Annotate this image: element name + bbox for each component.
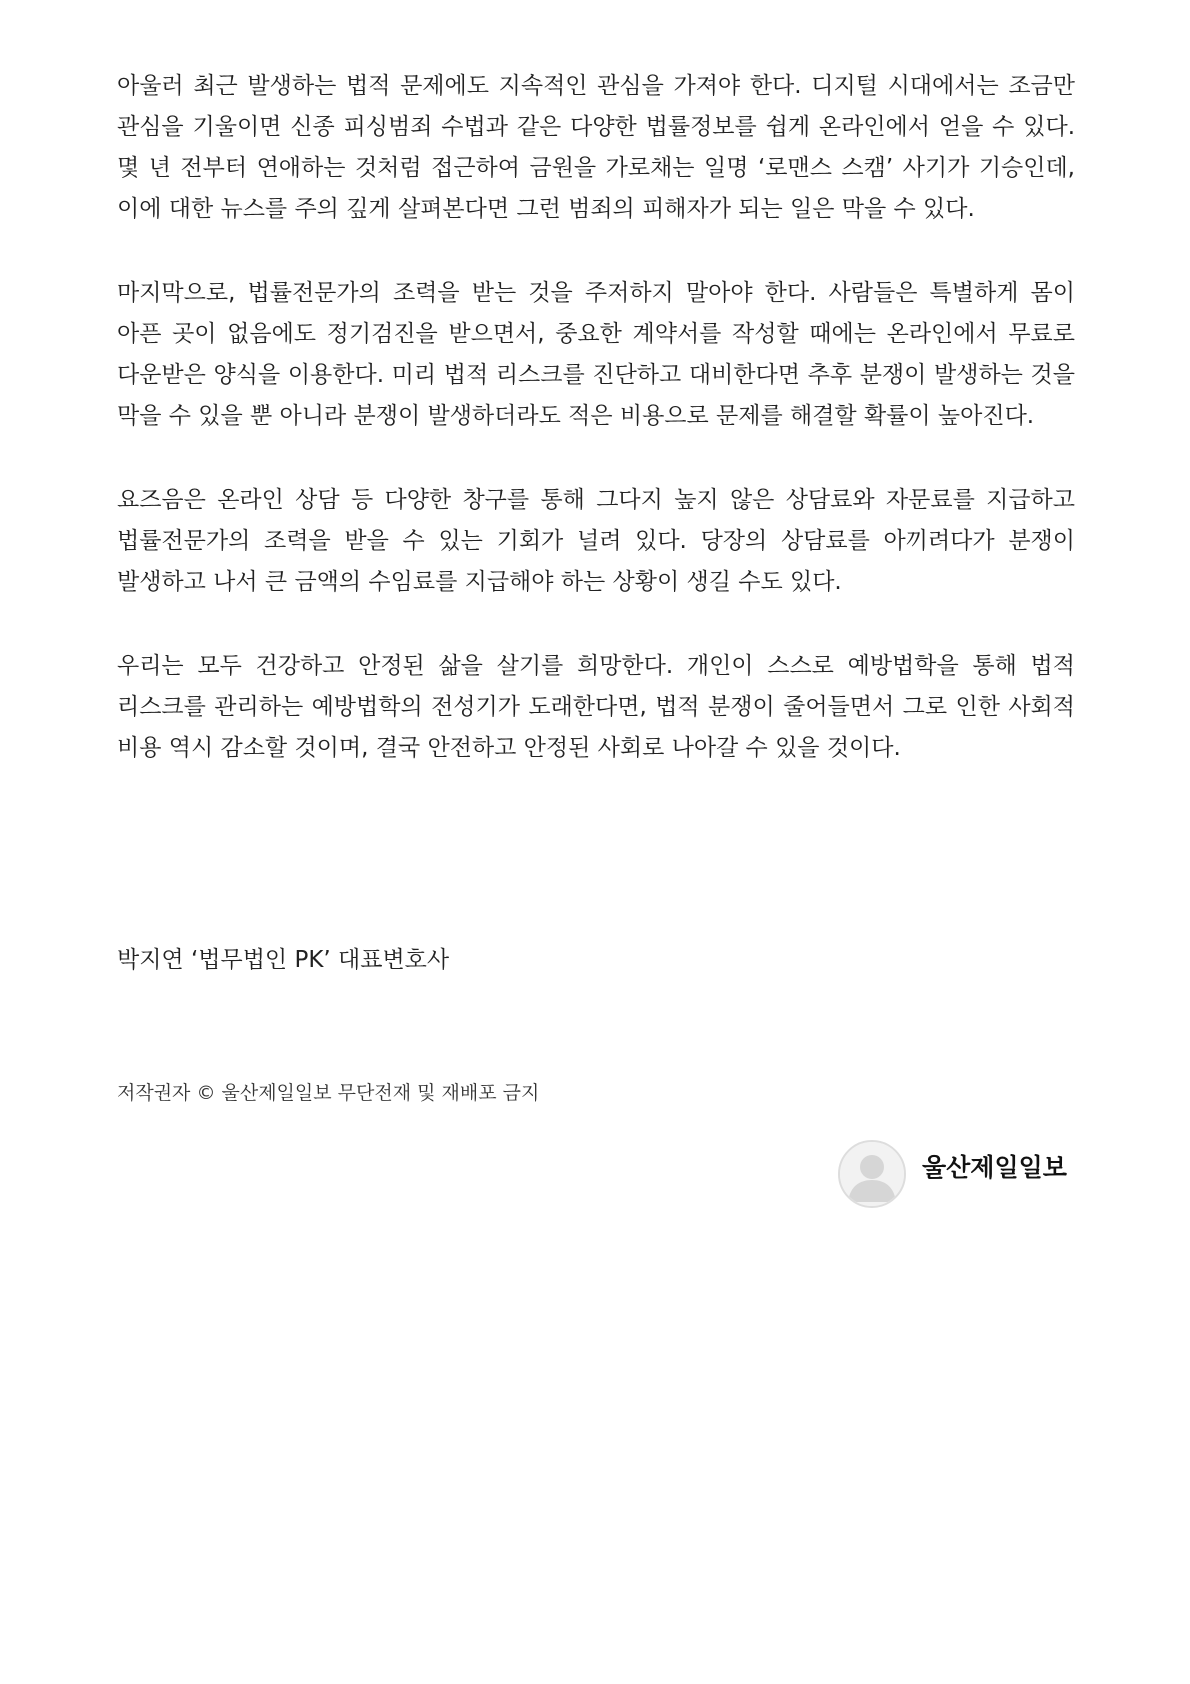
user-avatar-icon[interactable] bbox=[838, 1140, 906, 1208]
article-paragraph: 우리는 모두 건강하고 안정된 삶을 살기를 희망한다. 개인이 스스로 예방법학을 통해 법적 리스크를 관리하는 예방법학의 전성기가 도래한다면, 법적 분쟁이 줄어들면서 그로 인한 사회적 비용 역시 감소할 것이며, 결국 안전하고 안정된 사회로 나아갈 수 있을 것이다. bbox=[117, 653, 1075, 761]
author-name[interactable]: 울산제일일보 bbox=[922, 1153, 1067, 1182]
article-byline: 박지연 ‘법무법인 PK’ 대표변호사 bbox=[117, 947, 450, 973]
article-paragraph: 아울러 최근 발생하는 법적 문제에도 지속적인 관심을 가져야 한다. 디지털 시대에서는 조금만 관심을 기울이면 신종 피싱범죄 수법과 같은 다양한 법률정보를 쉽게 온라인에서 얻을 수 있다. 몇 년 전부터 연애하는 것처럼 접근하여 금원을 가로채는 일명 ‘로맨스 스캠’ 사기가 기승인데, 이에 대한 뉴스를 주의 깊게 살펴본다면 그런 범죄의 피해자가 되는 일은 막을 수 있다. bbox=[117, 73, 1075, 222]
article-paragraph: 마지막으로, 법률전문가의 조력을 받는 것을 주저하지 말아야 한다. 사람들은 특별하게 몸이 아픈 곳이 없음에도 정기검진을 받으면서, 중요한 계약서를 작성할 때에는 온라인에서 무료로 다운받은 양식을 이용한다. 미리 법적 리스크를 진단하고 대비한다면 추후 분쟁이 발생하는 것을 막을 수 있을 뿐 아니라 분쟁이 발생하더라도 적은 비용으로 문제를 해결할 확률이 높아진다. bbox=[117, 280, 1075, 429]
article-body bbox=[117, 66, 1075, 812]
author-profile[interactable] bbox=[838, 1140, 1078, 1210]
article-paragraph: 요즈음은 온라인 상담 등 다양한 창구를 통해 그다지 높지 않은 상담료와 자문료를 지급하고 법률전문가의 조력을 받을 수 있는 기회가 널려 있다. 당장의 상담료를 아끼려다가 분쟁이 발생하고 나서 큰 금액의 수임료를 지급해야 하는 상황이 생길 수도 있다. bbox=[117, 487, 1075, 595]
copyright-notice: 저작권자 © 울산제일일보 무단전재 및 재배포 금지 bbox=[117, 1082, 540, 1104]
